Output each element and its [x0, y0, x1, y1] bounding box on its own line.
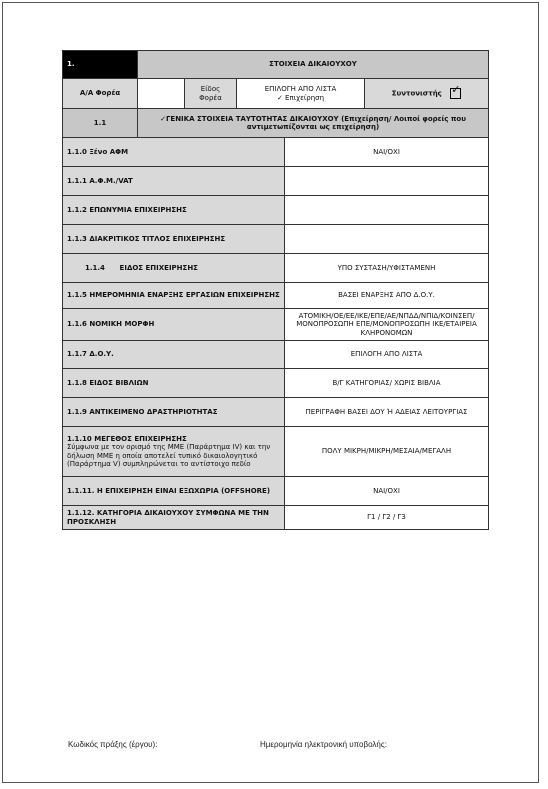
info-row — [63, 79, 489, 109]
field-label-text: 1.1.12. ΚΑΤΗΓΟΡΙΑ ΔΙΚΑΙΟΥΧΟΥ ΣΥΜΦΩΝΑ ΜΕ ΤΗΝ ΠΡΟΣΚΛΗΣΗ — [67, 509, 272, 526]
aa-forea-value[interactable] — [138, 79, 185, 109]
field-value[interactable]: Γ1 / Γ2 / Γ3 — [285, 506, 489, 530]
field-value[interactable]: ΝΑΙ/ΟΧΙ — [285, 138, 489, 167]
field-value[interactable]: ΝΑΙ/ΟΧΙ — [285, 477, 489, 506]
field-label — [63, 254, 285, 283]
field-label-text: 1.1.4 ΕΙΔΟΣ ΕΠΙΧΕΙΡΗΣΗΣ — [85, 263, 198, 272]
field-value[interactable]: Β/Γ ΚΑΤΗΓΟΡΙΑΣ/ ΧΩΡΙΣ ΒΙΒΛΙΑ — [285, 369, 489, 398]
table-row — [63, 225, 489, 254]
field-label-text: 1.1.10 ΜΕΓΕΘΟΣ ΕΠΙΧΕΙΡΗΣΗΣ — [67, 435, 187, 444]
table-row — [63, 138, 489, 167]
field-value[interactable]: ΠΟΛΥ ΜΙΚΡΗ/ΜΙΚΡΗ/ΜΕΣΑΙΑ/ΜΕΓΑΛΗ — [285, 427, 489, 477]
field-label-text: 1.1.3 ΔΙΑΚΡΙΤΙΚΟΣ ΤΙΤΛΟΣ ΕΠΙΧΕΙΡΗΣΗΣ — [67, 234, 226, 243]
syntonistis-checkbox[interactable] — [450, 88, 461, 99]
eidos-forea-select[interactable] — [237, 79, 365, 109]
eidos-forea-line2: Φορέα — [199, 93, 222, 102]
epilogi-check-text: ✓ Επιχείρηση — [276, 93, 325, 102]
field-label — [63, 196, 285, 225]
table-row — [63, 477, 489, 506]
field-value[interactable]: ΒΑΣΕΙ ΕΝΑΡΞΗΣ ΑΠΟ Δ.Ο.Υ. — [285, 283, 489, 309]
table-row — [63, 283, 489, 309]
field-label — [63, 398, 285, 427]
eidos-forea-line1: Είδος — [200, 85, 221, 94]
field-label-text: 1.1.7 Δ.Ο.Υ. — [67, 350, 114, 359]
syntonistis-cell — [365, 79, 489, 109]
field-label — [63, 427, 285, 477]
table-row — [63, 341, 489, 369]
field-label-text: 1.1.2 ΕΠΩΝΥΜΙΑ ΕΠΙΧΕΙΡΗΣΗΣ — [67, 205, 187, 214]
field-value[interactable] — [285, 196, 489, 225]
eidos-forea-label — [185, 79, 237, 109]
field-label-text: 1.1.11. Η ΕΠΙΧΕΙΡΗΣΗ ΕΙΝΑΙ ΕΞΩΧΩΡΙΑ (OFFSHORE) — [67, 486, 271, 495]
field-label — [63, 369, 285, 398]
field-value[interactable]: ΥΠΟ ΣΥΣΤΑΣΗ/ΥΦΙΣΤΑΜΕΝΗ — [285, 254, 489, 283]
syntonistis-label: Συντονιστής — [391, 89, 442, 98]
project-code-label: Κωδικός πράξης (έργου): — [68, 740, 158, 749]
epilogi-lista-text: ΕΠΙΛΟΓΗ ΑΠΟ ΛΙΣΤΑ — [264, 85, 337, 94]
field-label — [63, 167, 285, 196]
field-value[interactable]: ΠΕΡΙΓΡΑΦΗ ΒΑΣΕΙ ΔΟΥ Ή ΑΔΕΙΑΣ ΛΕΙΤΟΥΡΓΙΑΣ — [285, 398, 489, 427]
table-row — [63, 309, 489, 341]
field-label — [63, 341, 285, 369]
table-row — [63, 196, 489, 225]
table-row — [63, 167, 489, 196]
section-number: 1. — [63, 51, 138, 79]
field-label — [63, 506, 285, 530]
field-label — [63, 225, 285, 254]
field-label-text: 1.1.9 ΑΝΤΙΚΕΙΜΕΝΟ ΔΡΑΣΤΗΡΙΟΤΗΤΑΣ — [67, 407, 218, 416]
field-label — [63, 283, 285, 309]
subsection-title: ✓ΓΕΝΙΚΑ ΣΤΟΙΧΕΙΑ ΤΑΥΤΟΤΗΤΑΣ ΔΙΚΑΙΟΥΧΟΥ (Επιχείρηση/ Λοιποί φορείς που αντιμετωπίζονται ως επιχείρηση) — [138, 109, 489, 138]
submission-date-label: Ημερομηνία ηλεκτρονική υποβολής: — [260, 740, 387, 749]
table-row — [63, 506, 489, 530]
field-label-text: 1.1.8 ΕΙΔΟΣ ΒΙΒΛΙΩΝ — [67, 378, 149, 387]
field-value[interactable] — [285, 167, 489, 196]
table-row — [63, 427, 489, 477]
field-value[interactable]: ΕΠΙΛΟΓΗ ΑΠΟ ΛΙΣΤΑ — [285, 341, 489, 369]
field-label-text: 1.1.0 Ξένο ΑΦΜ — [67, 147, 129, 156]
field-label-text: 1.1.1 Α.Φ.Μ./VAT — [67, 176, 133, 185]
aa-forea-label: Α/Α Φορέα — [63, 79, 138, 109]
subsection-row — [63, 109, 489, 138]
field-value[interactable]: ΑΤΟΜΙΚΗ/ΟΕ/ΕΕ/ΙΚΕ/ΕΠΕ/ΑΕ/ΝΠΔΔ/ΝΠΙΔ/ΚΟΙΝΣΕΠ/ΜΟΝΟΠΡΟΣΩΠΗ ΕΠΕ/ΜΟΝΟΠΡΟΣΩΠΗ ΙΚΕ/ΕΤΑΙΡΕΙΑ ΚΛΗΡΟΝΟΜΩΝ — [285, 309, 489, 341]
field-value[interactable] — [285, 225, 489, 254]
section-title: ΣΤΟΙΧΕΙΑ ΔΙΚΑΙΟΥΧΟΥ — [138, 51, 489, 79]
beneficiary-form-table — [62, 50, 489, 138]
field-label — [63, 477, 285, 506]
field-sublabel-text: Σύμφωνα με τον ορισμό της ΜΜΕ (Παράρτημα IV) και την δήλωση ΜΜΕ η οποία αποτελεί τυπικό δικαιολογητικό (Παράρτημα V) συμπληρώνεται το αντίστοιχο πεδίο — [67, 443, 271, 468]
table-row — [63, 369, 489, 398]
field-label-text: 1.1.6 ΝΟΜΙΚΗ ΜΟΡΦΗ — [67, 320, 155, 329]
table-row — [63, 254, 489, 283]
section-header-row — [63, 51, 489, 79]
subsection-number: 1.1 — [63, 109, 138, 138]
field-label — [63, 309, 285, 341]
field-label-text: 1.1.5 ΗΜΕΡΟΜΗΝΙΑ ΕΝΑΡΞΗΣ ΕΡΓΑΣΙΩΝ ΕΠΙΧΕΙΡΗΣΗΣ — [67, 291, 280, 300]
field-label — [63, 138, 285, 167]
fields-table — [62, 137, 489, 530]
table-row — [63, 398, 489, 427]
